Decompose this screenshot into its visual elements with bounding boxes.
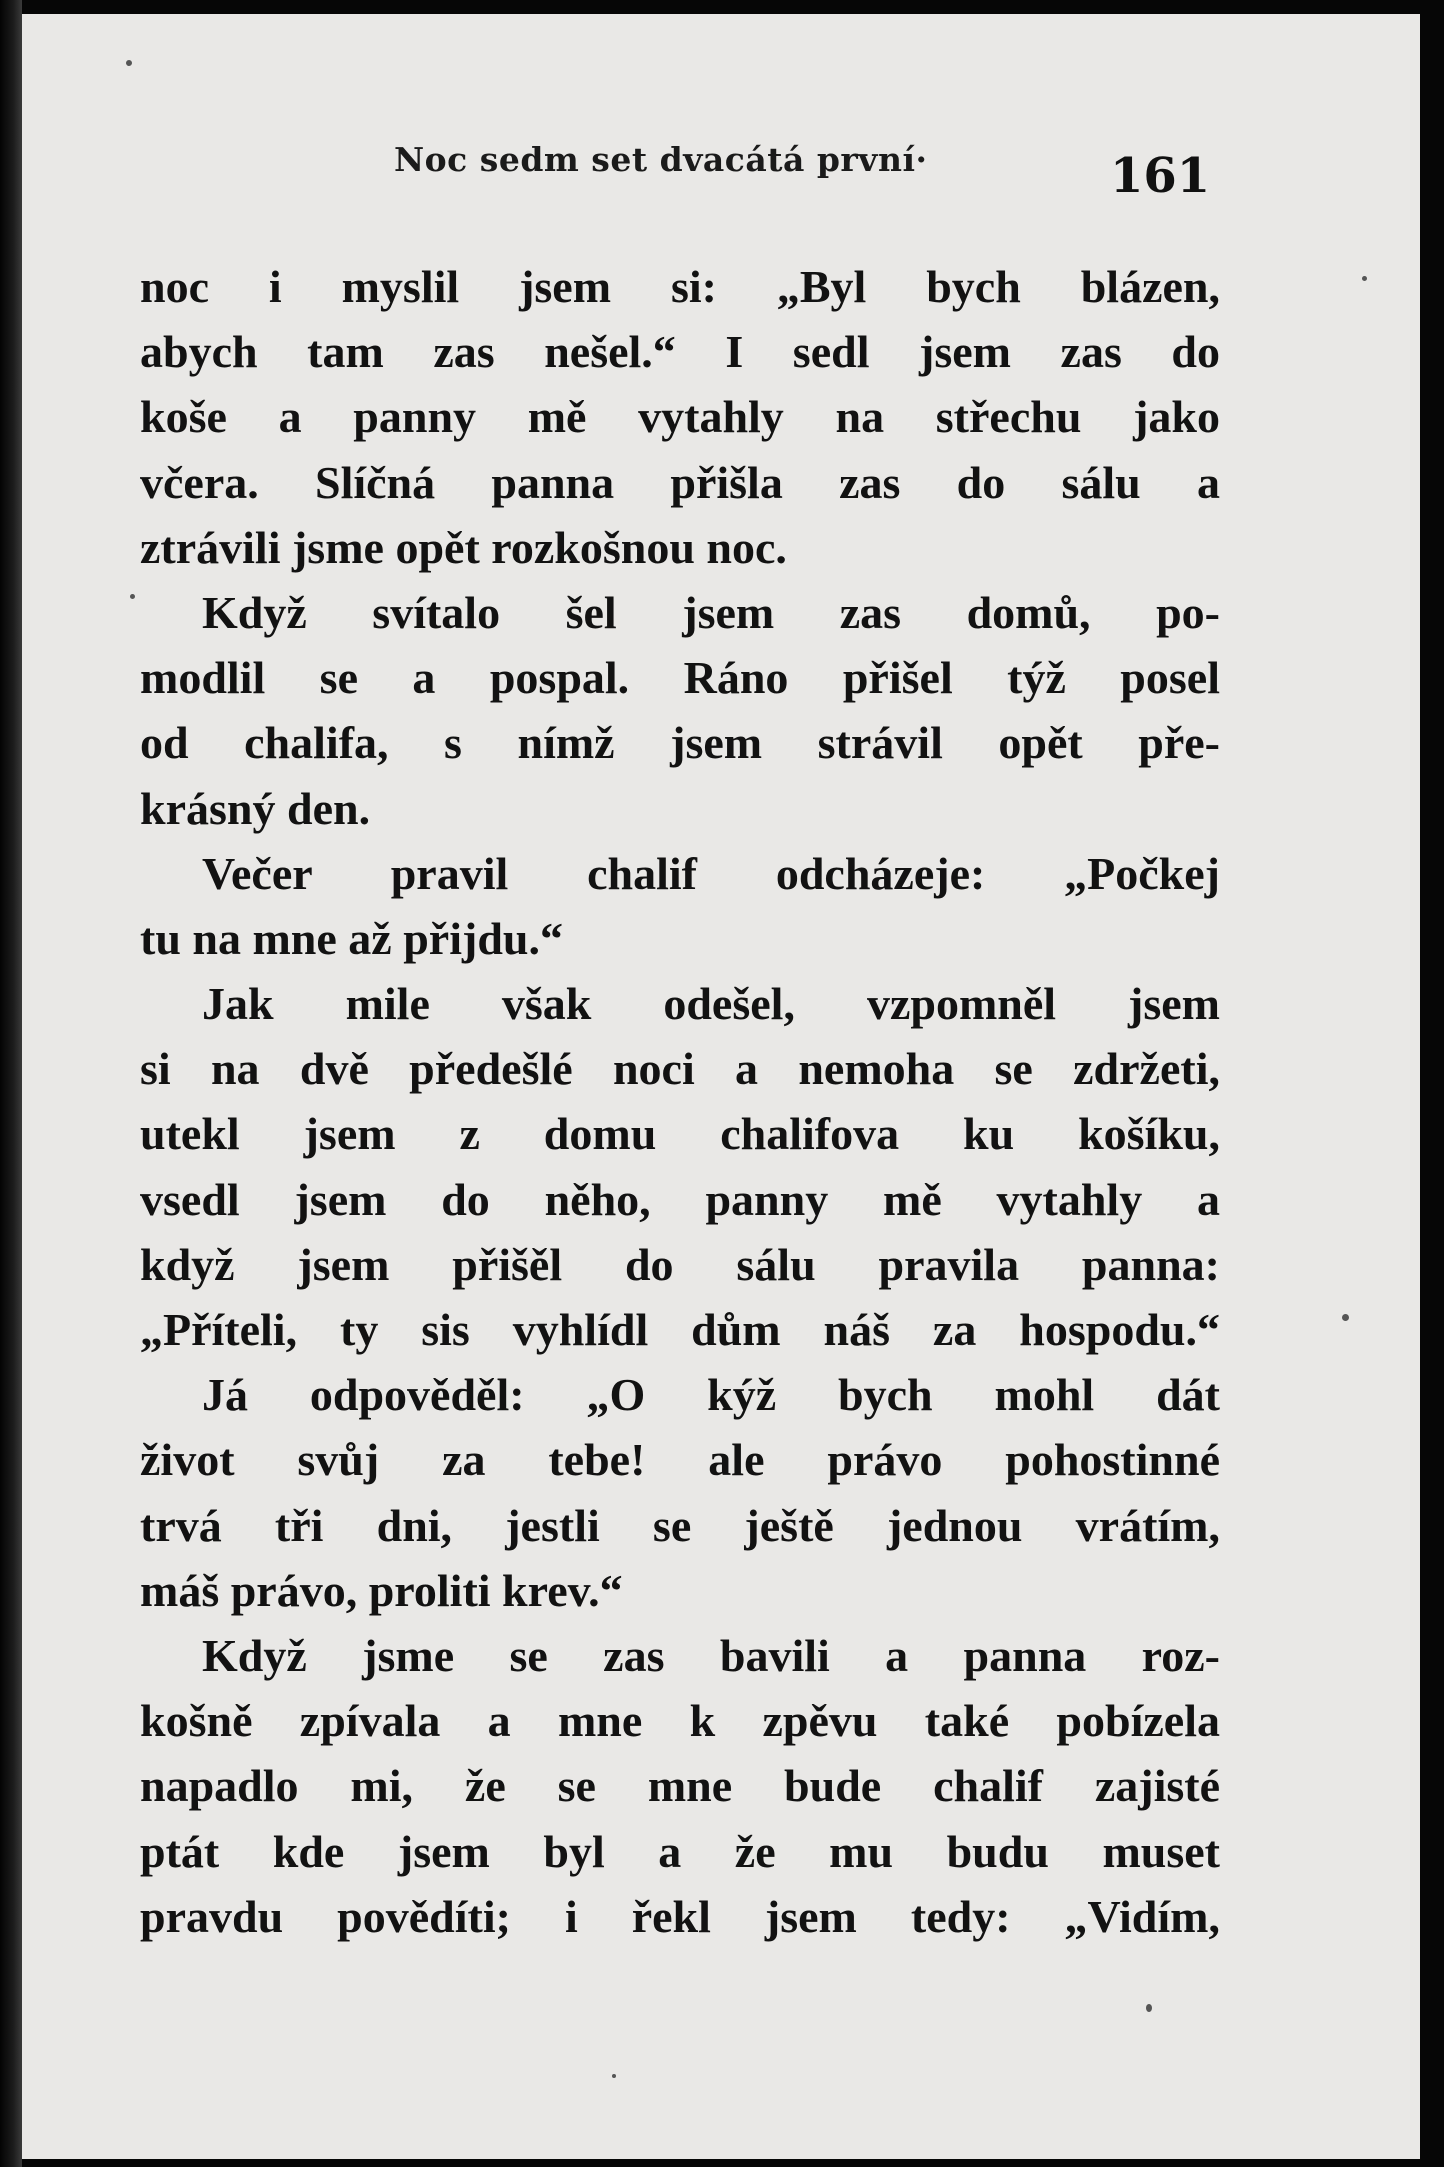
text-line: Já odpověděl: „O kýž bych mohl dát — [202, 1369, 1220, 1421]
text-line: tu na mne až přijdu.“ — [140, 912, 563, 964]
text-line: máš právo, proliti krev.“ — [140, 1564, 623, 1616]
text-line: košně zpívala a mne k zpěvu také pobízela — [140, 1695, 1220, 1747]
text-line: krásný den. — [140, 782, 371, 834]
print-speck — [1362, 276, 1367, 281]
text-line: trvá tři dni, jestli se ještě jednou vrátím, — [140, 1499, 1220, 1551]
text-line: si na dvě předešlé noci a nemoha se zdržeti, — [140, 1043, 1220, 1095]
print-speck — [1146, 2004, 1152, 2012]
running-head: Noc sedm set dvacátá první· — [394, 140, 928, 179]
text-line: utekl jsem z domu chalifova ku košíku, — [140, 1108, 1220, 1160]
print-speck — [612, 2074, 616, 2078]
text-line: vsedl jsem do něho, panny mě vytahly a — [140, 1173, 1220, 1225]
text-line: pravdu povědíti; i řekl jsem tedy: „Vidím, — [140, 1890, 1220, 1942]
text-line: včera. Slíčná panna přišla zas do sálu a — [140, 456, 1220, 508]
text-line: abych tam zas nešel.“ I sedl jsem zas do — [140, 326, 1220, 378]
print-speck — [126, 60, 132, 66]
text-line: když jsem přišěl do sálu pravila panna: — [140, 1238, 1220, 1290]
print-speck — [1342, 1314, 1349, 1321]
text-line: Když jsme se zas bavili a panna roz- — [202, 1629, 1220, 1681]
text-line: modlil se a pospal. Ráno přišel týž posel — [140, 652, 1220, 704]
page-left-shadow — [0, 0, 22, 2167]
print-speck — [130, 594, 135, 599]
text-line: Večer pravil chalif odcházeje: „Počkej — [202, 847, 1220, 899]
page-number: 161 — [1110, 148, 1211, 204]
text-line: Jak mile však odešel, vzpomněl jsem — [202, 978, 1220, 1030]
text-line: Když svítalo šel jsem zas domů, po- — [202, 586, 1220, 638]
text-line: ztrávili jsme opět rozkošnou noc. — [140, 521, 787, 573]
text-line: koše a panny mě vytahly na střechu jako — [140, 391, 1220, 443]
text-line: „Příteli, ty sis vyhlídl dům náš za hospodu.“ — [140, 1304, 1220, 1355]
text-line: od chalifa, s nímž jsem strávil opět pře- — [140, 717, 1220, 769]
book-page — [22, 14, 1420, 2159]
text-line: napadlo mi, že se mne bude chalif zajisté — [140, 1760, 1220, 1812]
text-line: život svůj za tebe! ale právo pohostinné — [140, 1434, 1220, 1486]
text-line: noc i myslil jsem si: „Byl bych blázen, — [140, 261, 1220, 312]
body-text — [140, 254, 1220, 1949]
text-line: ptát kde jsem byl a že mu budu muset — [140, 1825, 1220, 1877]
